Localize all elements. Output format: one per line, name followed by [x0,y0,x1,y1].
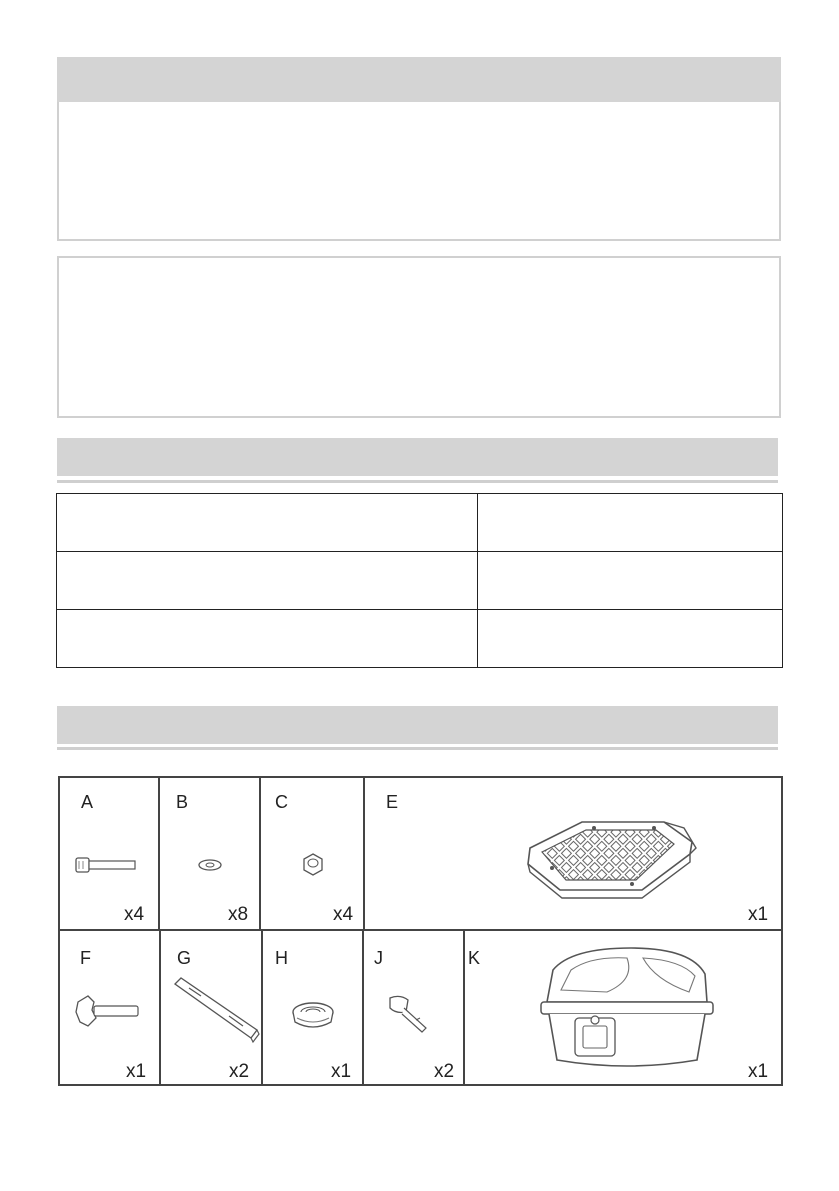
table-row [57,494,783,552]
part-quantity: x4 [333,904,354,925]
part-quantity: x1 [331,1061,352,1082]
section-underline-4 [57,747,778,750]
part-quantity: x2 [434,1061,455,1082]
washer-icon [197,858,227,874]
part-cell-g [161,930,261,1086]
table-row [57,610,783,668]
part-letter: E [386,792,399,812]
content-box-2 [57,256,781,418]
part-letter: F [80,948,91,968]
table-cell [478,610,783,668]
part-quantity: x1 [748,1061,769,1082]
table-cell [57,552,478,610]
section-header-bar-3 [57,438,778,476]
part-letter: K [468,948,481,968]
part-quantity: x8 [228,904,249,925]
part-letter: J [374,948,383,968]
section-underline-3 [57,480,778,483]
part-letter: B [176,792,189,812]
nut-icon [301,852,325,878]
table-row [57,552,783,610]
knob-screw-icon [74,992,144,1036]
section-header-bar-1 [57,57,781,104]
table-cell [478,494,783,552]
grommet-icon [289,998,339,1038]
part-letter: H [275,948,288,968]
part-letter: C [275,792,288,812]
table-cell [478,552,783,610]
part-cell-c [260,778,363,929]
part-letter: G [177,948,192,968]
part-cell-h [263,930,362,1086]
part-cell-f [60,930,159,1086]
key-icon [386,992,438,1038]
part-cell-k [465,930,781,1086]
part-quantity: x1 [748,904,769,925]
bolt-icon [74,855,144,875]
part-cell-e [364,778,781,929]
spec-table [56,493,783,668]
part-quantity: x2 [229,1061,250,1082]
part-letter: A [81,792,94,812]
section-header-bar-4 [57,706,778,744]
part-quantity: x4 [124,904,145,925]
parts-grid [58,776,783,1086]
table-cell [57,494,478,552]
top-case-icon [531,940,721,1080]
mounting-plate-icon [524,818,704,898]
part-cell-b [159,778,259,929]
part-cell-j [364,930,463,1086]
content-box-1 [57,102,781,241]
part-quantity: x1 [126,1061,147,1082]
bracket-bar-icon [171,974,261,1044]
table-cell [57,610,478,668]
part-cell-a [60,778,158,929]
